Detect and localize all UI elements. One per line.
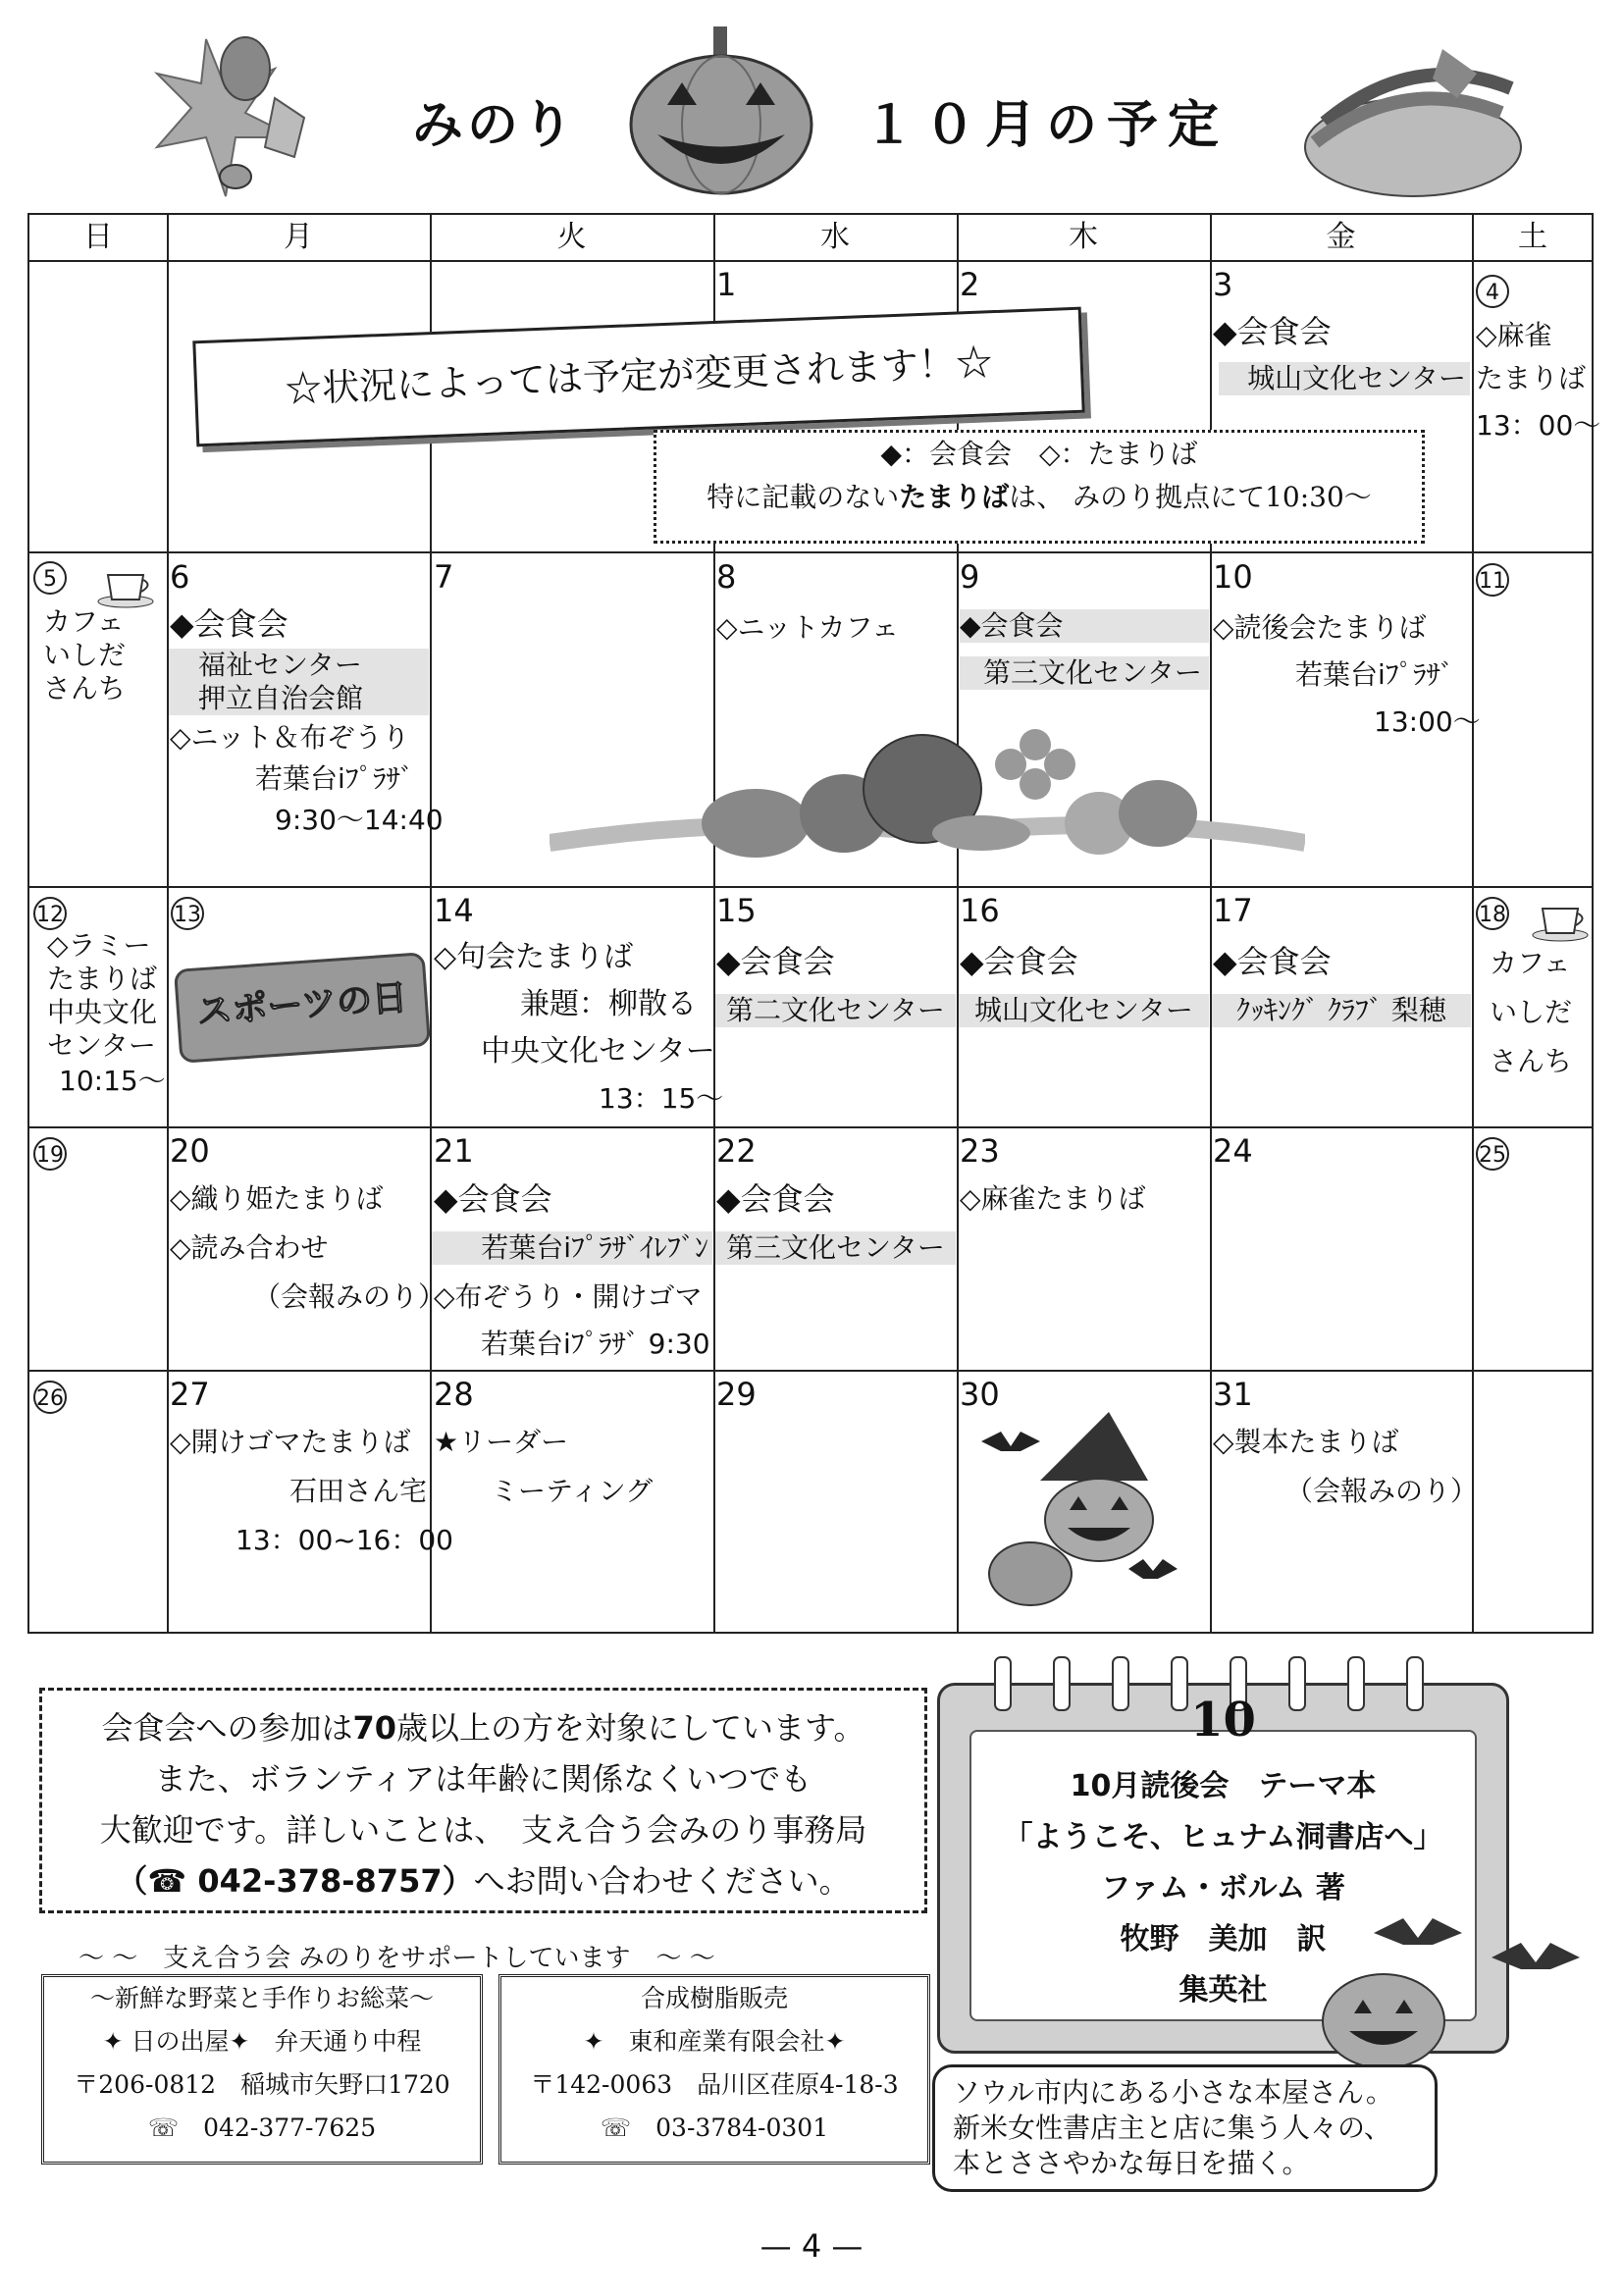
desc-line2: 新米女性書店主と店に集う人々の、 xyxy=(953,2112,1391,2144)
coffee-cup-icon xyxy=(1531,894,1590,943)
mon20-l2: ◇読み合わせ xyxy=(170,1231,329,1264)
info-phone: （☎ 042-378-8757） xyxy=(116,1862,474,1900)
date-23: 23 xyxy=(960,1132,1000,1170)
date-25: 25 xyxy=(1476,1137,1509,1171)
sun12-l3: 中央文化 xyxy=(47,996,158,1028)
event-thu16: ◆会食会 xyxy=(960,943,1078,980)
event-wed15: ◆会食会 xyxy=(716,943,835,980)
event-thu9: ◆会食会 xyxy=(960,609,1209,643)
date-30: 30 xyxy=(960,1376,1000,1413)
weekday-thu: 木 xyxy=(1069,220,1098,254)
date-31: 31 xyxy=(1213,1376,1253,1413)
date-14: 14 xyxy=(434,892,474,929)
sports-day-label: スポーツの日 xyxy=(195,977,409,1033)
place-mon27: 石田さん宅 xyxy=(289,1475,428,1507)
place-mon6-2: 押立自治会館 xyxy=(169,682,429,715)
info-line4-post: へお問い合わせください。 xyxy=(473,1862,851,1900)
date-7: 7 xyxy=(434,558,454,596)
mon20-l3: （会報みのり） xyxy=(253,1280,446,1313)
sun5-l2: いしだ xyxy=(43,639,127,671)
date-28: 28 xyxy=(434,1376,474,1413)
jack-o-lantern-icon xyxy=(623,22,819,198)
desc-line1: ソウル市内にある小さな本屋さん。 xyxy=(953,2076,1393,2109)
l3-tue14: 中央文化センター xyxy=(481,1034,715,1069)
event-mon27: ◇開けゴマたまりば xyxy=(170,1426,411,1458)
weekday-sat: 土 xyxy=(1518,220,1547,254)
time-tue14: 13：15～ xyxy=(599,1082,724,1115)
place-wed15: 第二文化センター xyxy=(715,994,956,1027)
shop1-l3: 〒206-0812 稲城市矢野口1720 xyxy=(74,2070,450,2099)
place-tue21: 若葉台iﾌﾟﾗｻﾞｲﾚﾌﾞﾝ xyxy=(432,1231,712,1265)
place3-mon6: 若葉台iﾌﾟﾗｻﾞ xyxy=(255,762,414,795)
weekday-fri: 金 xyxy=(1326,220,1356,254)
halloween-pumpkins-icon xyxy=(981,1412,1207,1608)
shop1-l1: ～新鮮な野菜と手作りお総菜～ xyxy=(89,1984,434,2012)
fri31-l2: （会報みのり） xyxy=(1285,1475,1479,1507)
event2-tue21: ◇布ぞうり・開けゴマ xyxy=(434,1280,703,1313)
page-title: １０月の予定 xyxy=(864,96,1230,155)
date-4: 4 xyxy=(1476,275,1509,308)
place-thu16: 城山文化センター xyxy=(959,994,1209,1027)
date-3: 3 xyxy=(1213,266,1233,303)
event-fri3: ◆会食会 xyxy=(1213,313,1332,350)
info-line4 xyxy=(42,1855,924,1906)
legend-line1: ◆：会食会 ◇：たまりば xyxy=(880,438,1198,470)
legend-line2-post: は、 みのり拠点にて10:30～ xyxy=(1009,481,1372,513)
autumn-leaves-icon xyxy=(147,29,343,206)
legend-box xyxy=(654,430,1425,544)
coffee-cup-icon xyxy=(96,560,155,609)
fish-basket-icon xyxy=(1295,29,1531,206)
event-tue21: ◆会食会 xyxy=(434,1180,552,1218)
place-thu9: 第三文化センター xyxy=(960,656,1209,690)
legend-line2 xyxy=(656,476,1422,519)
date-18: 18 xyxy=(1476,897,1509,930)
event-sat4: ◇麻雀 xyxy=(1476,319,1552,351)
event-fri17: ◆会食会 xyxy=(1213,943,1332,980)
shop2-l3: 〒142-0063 品川区荏原4-18-3 xyxy=(530,2070,899,2099)
info-line3: 大歓迎です。詳しいことは、 支え合う会みのり事務局 xyxy=(99,1811,867,1849)
place-wed22: 第三文化センター xyxy=(715,1231,956,1265)
date-10: 10 xyxy=(1213,558,1253,596)
event-wed8: ◇ニットカフェ xyxy=(716,611,900,644)
supporter-shop1 xyxy=(41,1974,483,2165)
org-name: みのり xyxy=(412,96,578,155)
place-fri17: ｸｯｷﾝｸﾞ ｸﾗﾌﾞ 梨穂 xyxy=(1212,994,1471,1027)
date-29: 29 xyxy=(716,1376,757,1413)
sun12-l4: センター xyxy=(47,1029,156,1062)
date-21: 21 xyxy=(434,1132,474,1170)
weekday-wed: 水 xyxy=(820,220,850,254)
time-fri10: 13:00～ xyxy=(1374,705,1481,738)
date-2: 2 xyxy=(960,266,980,303)
info-line1-pre: 会食会への参加は xyxy=(101,1709,353,1747)
tue28-l1: ★リーダー xyxy=(434,1426,569,1458)
sun12-l5: 10:15～ xyxy=(59,1065,166,1097)
sat18-l3: さんち xyxy=(1490,1045,1573,1077)
supporter-shop2 xyxy=(498,1974,930,2165)
info-line2: また、ボランティアは年齢に関係なくいつでも xyxy=(154,1760,812,1798)
sports-day-badge xyxy=(174,952,431,1064)
book-author: ファム・ボルム 著 xyxy=(1101,1871,1345,1905)
sun5-l1: カフェ xyxy=(43,605,125,638)
date-19: 19 xyxy=(33,1137,67,1171)
place2-tue21: 若葉台iﾌﾟﾗｻﾞ 9:30 xyxy=(481,1328,710,1360)
desc-line3: 本とささやかな毎日を描く。 xyxy=(953,2147,1310,2179)
date-16: 16 xyxy=(960,892,1000,929)
book-publisher: 集英社 xyxy=(1178,1973,1268,2008)
date-13: 13 xyxy=(171,897,204,930)
date-17: 17 xyxy=(1213,892,1253,929)
book-description xyxy=(932,2064,1438,2192)
bats-pumpkin-icon xyxy=(1315,1904,1599,2070)
date-24: 24 xyxy=(1213,1132,1253,1170)
shop1-l4: ☏ 042-377-7625 xyxy=(147,2113,377,2142)
info-line1-bold: 70 xyxy=(352,1709,397,1747)
date-27: 27 xyxy=(170,1376,210,1413)
sat18-l2: いしだ xyxy=(1490,996,1573,1028)
book-month: 10 xyxy=(1190,1693,1256,1748)
participation-info xyxy=(39,1688,927,1913)
date-6: 6 xyxy=(170,558,190,596)
sun12-l1: ◇ラミー xyxy=(47,929,151,962)
date-1: 1 xyxy=(716,266,737,303)
date-9: 9 xyxy=(960,558,980,596)
legend-line2-pre: 特に記載のない xyxy=(707,481,900,513)
weekday-mon: 月 xyxy=(284,220,313,254)
book-title: 「ようこそ、ヒュナム洞書店へ」 xyxy=(1003,1820,1443,1854)
place-fri10: 若葉台iﾌﾟﾗｻﾞ xyxy=(1295,658,1454,691)
event-mon6: ◆会食会 xyxy=(170,605,288,643)
l2-tue14: 兼題：柳散る xyxy=(520,987,697,1021)
event-tue14: ◇句会たまりば xyxy=(434,940,634,974)
harvest-vegetables-icon xyxy=(550,705,1305,882)
date-26: 26 xyxy=(33,1381,67,1414)
place-sat4: たまりば xyxy=(1476,362,1587,394)
time-sat4: 13：00～ xyxy=(1476,409,1601,442)
book-translator: 牧野 美加 訳 xyxy=(1120,1922,1327,1957)
event-wed22: ◆会食会 xyxy=(716,1180,835,1218)
place-fri3: 城山文化センター xyxy=(1219,362,1470,395)
book-line1: 10月読後会 テーマ本 xyxy=(1070,1769,1377,1803)
event-fri10: ◇読後会たまりば xyxy=(1213,611,1427,644)
time-mon6: 9:30～14:40 xyxy=(275,804,444,836)
date-11: 11 xyxy=(1476,563,1509,597)
tue28-l2: ミーティング xyxy=(491,1475,654,1507)
date-22: 22 xyxy=(716,1132,757,1170)
date-5: 5 xyxy=(33,561,67,595)
shop2-l4: ☏ 03-3784-0301 xyxy=(600,2113,829,2142)
date-15: 15 xyxy=(716,892,757,929)
sun12-l2: たまりば xyxy=(47,963,158,995)
schedule-change-notice: ☆状況によっては予定が変更されます！☆ xyxy=(192,307,1084,447)
page-number: — 4 — xyxy=(759,2227,864,2265)
shop2-l1: 合成樹脂販売 xyxy=(640,1984,788,2012)
info-line1 xyxy=(42,1702,924,1753)
sat18-l1: カフェ xyxy=(1490,947,1571,979)
sun5-l3: さんち xyxy=(43,672,127,704)
mon20-l1: ◇織り姫たまりば xyxy=(170,1182,384,1215)
shop2-l2: ✦ 東和産業有限会社✦ xyxy=(583,2027,846,2056)
supporters-title: ～ ～ 支え合う会 みのりをサポートしています ～ ～ xyxy=(79,1944,715,1973)
shop1-l2: ✦ 日の出屋✦ 弁天通り中程 xyxy=(102,2027,422,2056)
event-thu23: ◇麻雀たまりば xyxy=(960,1182,1146,1215)
date-20: 20 xyxy=(170,1132,210,1170)
event-fri31: ◇製本たまりば xyxy=(1213,1426,1399,1458)
weekday-tue: 火 xyxy=(556,220,587,254)
date-8: 8 xyxy=(716,558,737,596)
info-line1-post: 歳以上の方を対象にしています。 xyxy=(396,1709,865,1747)
place-mon6-1: 福祉センター xyxy=(169,649,429,682)
legend-line2-bold: たまりば xyxy=(899,481,1010,513)
event2-mon6: ◇ニット＆布ぞうり xyxy=(170,721,410,754)
time-mon27: 13：00~16：00 xyxy=(236,1524,453,1556)
weekday-sun: 日 xyxy=(83,220,113,254)
date-12: 12 xyxy=(33,897,67,930)
